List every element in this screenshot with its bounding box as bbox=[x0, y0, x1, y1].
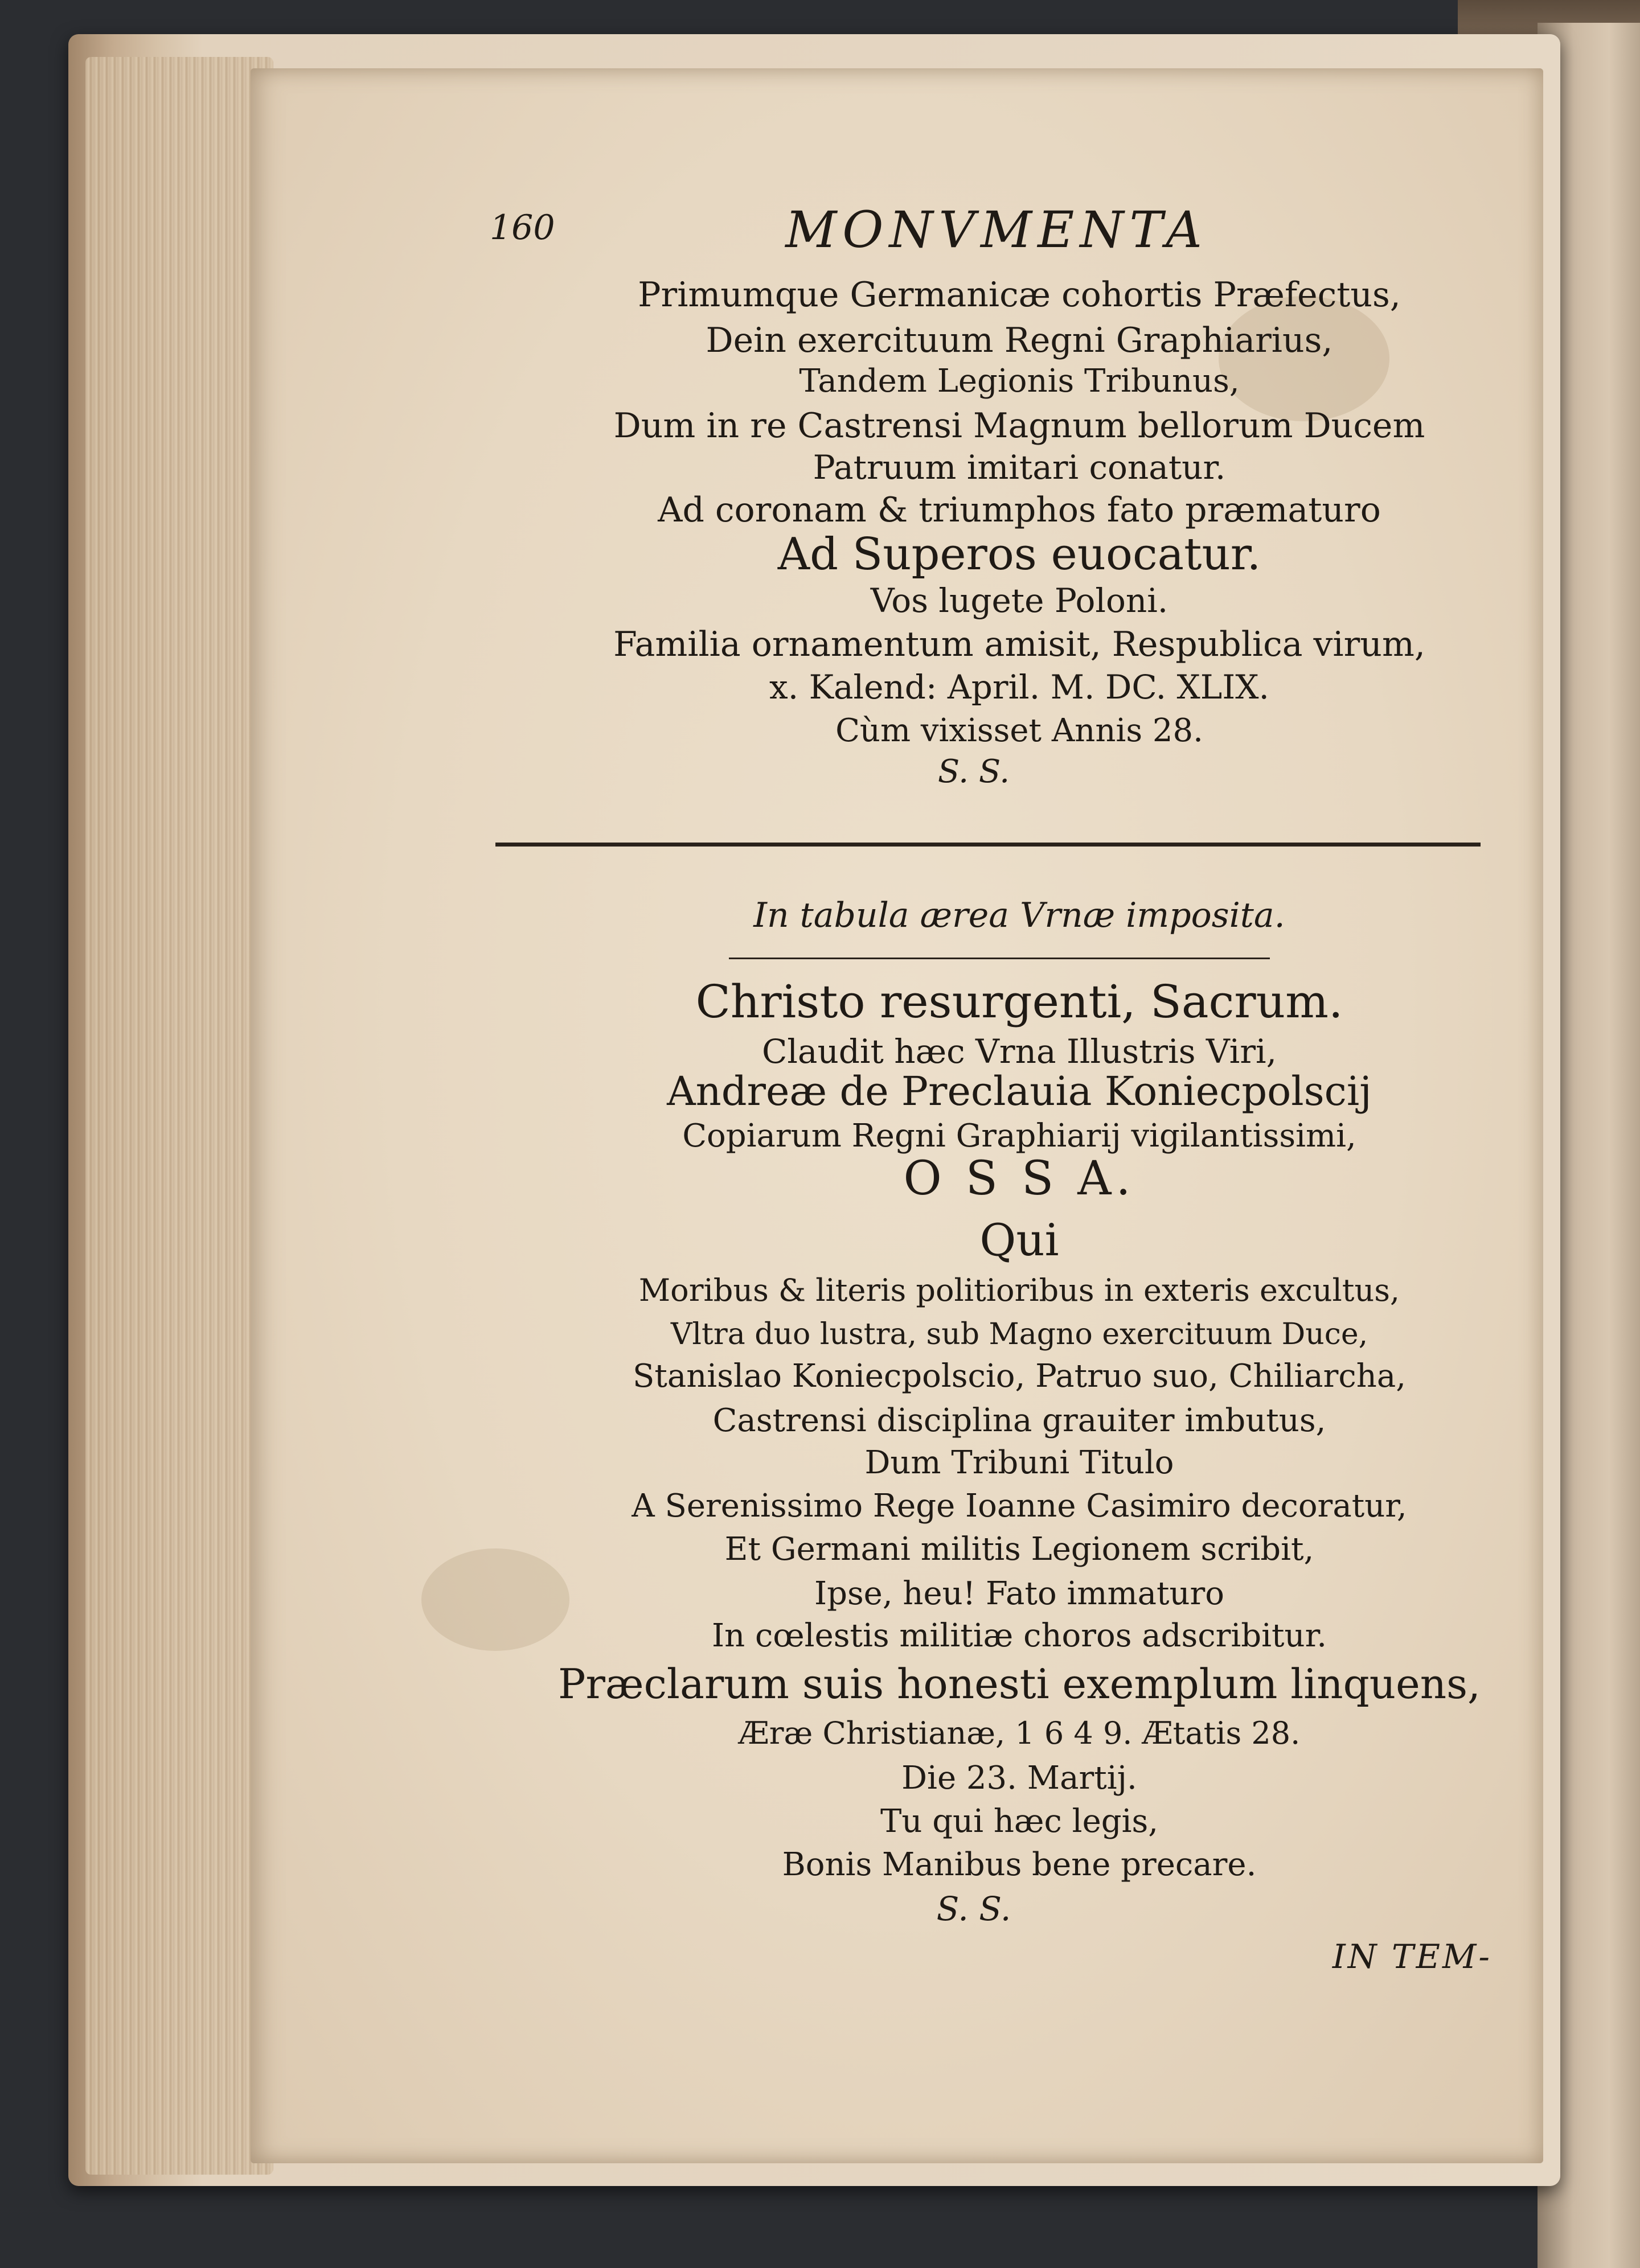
epitaph-line: Vos lugete Poloni. bbox=[870, 581, 1168, 620]
epitaph-line: Ad Superos euocatur. bbox=[777, 529, 1261, 580]
epitaph-line: Cùm vixisset Annis 28. bbox=[835, 712, 1203, 749]
inscription-line: Vltra duo lustra, sub Magno exercituum Duce, bbox=[670, 1317, 1368, 1351]
epitaph-line: Dein exercituum Regni Graphiarius, bbox=[706, 321, 1333, 360]
inscription-line: Bonis Manibus bene precare. bbox=[782, 1846, 1257, 1883]
inscription-line: Præclarum suis honesti exemplum linquens, bbox=[558, 1660, 1481, 1708]
inscription-line: Tu qui hæc legis, bbox=[880, 1803, 1159, 1840]
inscription-line: S. S. bbox=[936, 1889, 1011, 1928]
inscription-line: O S S A. bbox=[903, 1152, 1135, 1206]
inscription-line: Æræ Christianæ, 1 6 4 9. Ætatis 28. bbox=[738, 1715, 1301, 1751]
heading-rule bbox=[729, 958, 1270, 959]
inscription-line: Dum Tribuni Titulo bbox=[864, 1444, 1174, 1481]
epitaph-line: Familia ornamentum amisit, Respublica virum, bbox=[613, 624, 1425, 664]
epitaph-line: Dum in re Castrensi Magnum bellorum Ducem bbox=[613, 406, 1425, 446]
epitaph-line: Tandem Legionis Tribunus, bbox=[799, 363, 1240, 400]
inscription-line: Claudit hæc Vrna Illustris Viri, bbox=[761, 1032, 1277, 1071]
page-number: 160 bbox=[490, 208, 555, 248]
epitaph-line: Ad coronam & triumphos fato præmaturo bbox=[658, 490, 1381, 530]
inscription-line: Copiarum Regni Graphiarij vigilantissimi, bbox=[682, 1117, 1356, 1154]
inscription-line: Ipse, heu! Fato immaturo bbox=[814, 1575, 1225, 1612]
epitaph-line: S. S. bbox=[937, 753, 1010, 790]
inscription-line: Castrensi disciplina grauiter imbutus, bbox=[712, 1402, 1326, 1439]
section-heading: In tabula ærea Vrnæ imposita. bbox=[753, 895, 1285, 935]
running-title: MONVMENTA bbox=[785, 200, 1208, 259]
inscription-line: Die 23. Martij. bbox=[901, 1760, 1137, 1797]
epitaph-line: x. Kalend: April. M. DC. XLIX. bbox=[769, 668, 1269, 706]
inscription-line: Qui bbox=[979, 1215, 1059, 1266]
inscription-line: Christo resurgenti, Sacrum. bbox=[695, 975, 1343, 1028]
epitaph-line: Primumque Germanicæ cohortis Præfectus, bbox=[638, 275, 1401, 315]
inscription-line: A Serenissimo Rege Ioanne Casimiro decoratur, bbox=[632, 1488, 1407, 1525]
catchword: IN TEM- bbox=[1332, 1937, 1492, 1976]
inscription-line: Et Germani militis Legionem scribit, bbox=[724, 1531, 1314, 1568]
inscription-line: Andreæ de Preclauia Koniecpolscij bbox=[667, 1068, 1372, 1115]
inscription-line: In cœlestis militiæ choros adscribitur. bbox=[711, 1617, 1327, 1654]
inscription-line: Stanislao Koniecpolscio, Patruo suo, Chiliarcha, bbox=[632, 1358, 1407, 1395]
inscription-line: Moribus & literis politioribus in exteris excultus, bbox=[638, 1272, 1400, 1308]
epitaph-line: Patruum imitari conatur. bbox=[813, 448, 1226, 487]
section-divider bbox=[495, 843, 1481, 847]
